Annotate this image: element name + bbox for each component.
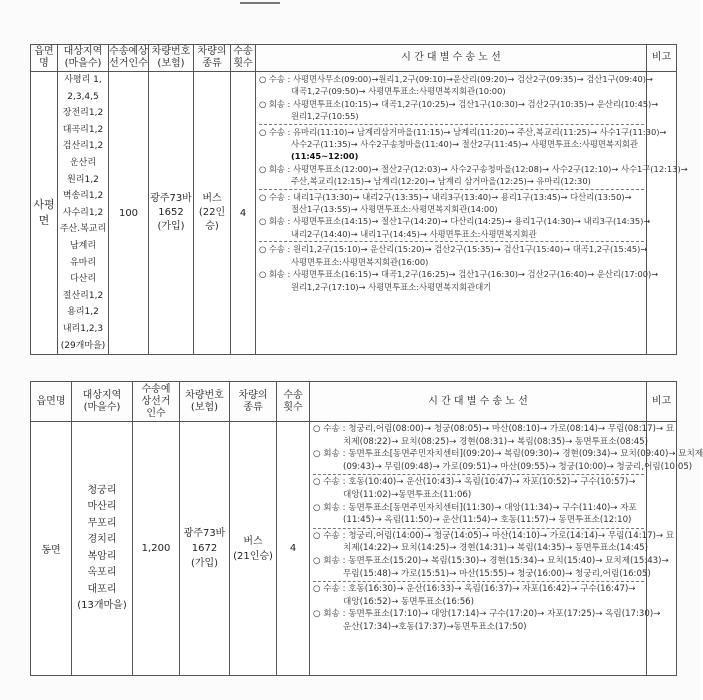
header-count: 수송예상 선거인수 [109,45,149,72]
route-line: ○ 수송 : 내리1구(13:30)→ 내리2구(13:35)→ 내리3구(13:40)→ 용리1구(13:45)→ 다산리(13:50)→ [259,191,632,202]
route-line: ○ 회송 : 동면투표소(15:20)→ 복림(15:30)→ 경현(15:34)→ 묘치(15:40)→ 묘치제(15:43)→ [313,555,669,566]
route-line: 무림(15:48)→ 가로(15:51)→ 마산(15:55)→ 청궁(16:00)→ 청궁리,어림(16:05) [343,568,651,579]
route-line: 대앙(11:02)→동면투표소(11:06) [343,489,472,500]
cell-route [256,72,688,355]
header-note: 비고 [647,45,677,72]
route-line: (11:45~12:00) [291,151,359,162]
route-line: 주산,복교리(12:15)→ 남계리(12:20)→ 남계리 삼거마을(12:25)→ 유마리(12:30) [291,176,591,187]
route-line: ○ 회송 : 사평면투표소(12:00)→ 절산2구(12:03)→ 사수2구송청마을(12:08)→ 사수2구(12:10)→ 사수1구(12:13)→ [259,163,688,174]
cell-eup: 동면 [31,422,72,676]
header-plate: 차량번호 (보험) [180,382,230,422]
route-line: 원리1,2구(10:55) [291,111,359,122]
route-line: 내리2구(14:40)→ 내리1구(14:45)→ 사평면투표소:사평면복지회관 [291,228,537,239]
route-line: ○ 수송 : 호동(16:30)→ 운산(16:33)→ 옥림(16:37)→ 자포(16:42)→ 구수(16:47)→ [313,584,636,595]
header-trips: 수송 횟수 [277,382,310,422]
route-line: 사평면투표소:사평면복지회관(16:00) [291,256,429,267]
route-line: ○ 수송 : 청궁리,어림(14:00)→ 청궁(14:05)→ 마산(14:10)→ 가로(14:14)→ 무림(14:17)→ 묘 [313,530,675,541]
cell-count: 100 [109,72,149,355]
data-row [31,72,677,355]
cell-eup: 사평 면 [31,72,58,355]
route-line: 절산1구(13:55)→ 사평면투표소:사평면복지회관(14:00) [291,204,498,215]
header-eup: 읍면 명 [31,45,58,72]
cell-count: 1,200 [133,422,180,676]
route-block-4 [259,243,659,293]
route-line: ○ 회송 : 사평면투표소(16:15)→ 대곡1,2구(16:25)→ 검산1구(16:30)→ 검산2구(16:40)→ 운산리(17:00)→ [259,269,659,280]
cell-plate: 광주73바 1672 (가입) [180,422,230,676]
cell-area-list: 사평리 1, 2,3,4,5 장전리1,2 대곡리1,2 검산리1,2 운산리 원리1,2 벽송리1,2 사수리1,2 주산.복교리 남계리 유마리 다산리 절산리1,2 용리1,2 내리1,2,3 (29개마을) [58,72,109,355]
route-divider [259,124,644,125]
header-row [31,382,677,422]
route-block-2 [259,126,688,188]
route-line: ○ 수송 : 호동(10:40)→ 운산(10:43)→ 옥림(10:47)→ 자포(10:52)→ 구수(10:57)→ [313,477,636,488]
data-row [31,422,677,676]
route-block-1 [313,423,703,473]
route-divider [313,474,644,475]
route-block-4 [313,583,661,633]
route-line: ○ 수송 : 원리1,2구(15:10)→ 운산리(15:20)→ 검산2구(15:35)→ 검산1구(15:40)→ 대곡1,2구(15:45)→ [259,244,648,255]
cell-vehicle-type: 버스 (22인승) [194,72,231,355]
route-line: ○ 회송 : 동면투표소(17:10)→ 대앙(17:14)→ 구수(17:20)→ 자포(17:25)→ 옥림(17:30)→ [313,609,661,620]
route-block-1 [259,73,659,123]
route-line: ○ 수송 : 유마리(11:10)→ 남계리삼거마을(11:15)→ 남계리(11:20)→ 주산,복교리(11:25)→ 사수1구(11:30)→ [259,126,667,137]
route-line: ○ 수송 : 청궁리,어림(08:00)→ 청궁(08:05)→ 마산(08:10)→ 가로(08:14)→ 무림(08:17)→ 묘 [313,424,675,434]
route-divider [313,581,644,582]
header-note: 비고 [647,382,677,422]
route-divider [259,189,644,190]
route-line: ○ 회송 : 동면투표소[동면주민자치센터](09:20)→ 복림(09:30)→ 경현(09:34)→ 묘치(09:40)→ 묘치제 [313,449,703,460]
header-type: 차량의 종류 [230,382,277,422]
header-area: 대상지역 (마을수) [72,382,133,422]
route-line: 대앙(16:52)→ 동면투표소(16:56) [343,596,474,607]
cell-area-list: 청궁리 마산리 무포리 경치리 복암리 옥포리 대포리 (13개마을) [72,422,133,676]
route-line: ○ 회송 : 사평면투표소(10:15)→ 대곡1,2구(10:25)→ 검산1구(10:30)→ 검산2구(10:35)→ 운산리(10:45)→ [259,98,659,109]
header-type: 차량의 종류 [194,45,231,72]
scan-mark [240,2,280,4]
header-trips: 수송 횟수 [231,45,256,72]
header-row [31,45,677,72]
route-line: 대곡1,2구(09:50)→ 사평면투표소:사평면복지회관(10:00) [291,86,506,97]
route-line: (09:43)→ 무림(09:48)→ 가로(09:51)→ 마산(09:55)→ 청궁(10:00)→ 청궁리,어림(10:05) [343,461,693,472]
route-divider [259,241,644,242]
header-route: 시 간 대 별 수 송 노 선 [310,382,647,422]
cell-note [647,72,677,355]
route-line: 운산(17:34)→호동(17:37)→동면투표소(17:50) [343,621,527,632]
route-line: 치제(14:22)→ 묘치(14:25)→ 경현(14:31)→ 복림(14:35)→ 동면투표소(14:45) [343,543,649,554]
route-line: 원리1,2구(17:10)→ 사평면투표소:사평면복지회관대기 [291,281,492,292]
route-block-3 [259,191,651,241]
cell-plate: 광주73바 1652 (가입) [149,72,194,355]
cell-route [310,422,703,676]
route-block-3 [313,530,675,580]
route-line: 사수2구(11:35)→ 사수2구송청마을(11:40)→ 절산2구(11:45)→ 사평면투표소:사평면복지회관 [291,139,638,150]
route-block-2 [313,476,644,526]
transport-schedule-table-dongmyeon [30,381,703,676]
cell-note [647,422,677,676]
header-plate: 차량번호 (보험) [149,45,194,72]
header-count: 수송예 상선거 인수 [133,382,180,422]
route-divider [313,528,644,529]
cell-vehicle-type: 버스 (21인승) [230,422,277,676]
cell-trips: 4 [231,72,256,355]
route-line: (11:45)→ 옥림(11:50)→ 운산(11:54)→ 호동(11:57)→ 동면투표소(12:10) [343,515,632,526]
header-route: 시 간 대 별 수 송 노 선 [256,45,647,72]
route-line: ○ 회송 : 동면투표소[동면주민자치센터](11:30)→ 대앙(11:34)→ 구수(11:40)→ 자포 [313,502,637,513]
route-line: ○ 수송 : 사평면사무소(09:00)→원리1,2구(09:10)→운산리(09:20)→ 검산2구(09:35)→ 검산1구(09:40)→ [259,74,653,84]
cell-trips: 4 [277,422,310,676]
header-eup: 읍면명 [31,382,72,422]
route-line: ○ 회송 : 사평면투표소(14:15)→ 절산1구(14:20)→ 다산리(14:25)→ 용리1구(14:30)→ 내리3구(14:35)→ [259,216,651,227]
transport-schedule-table-sapyeong [30,44,688,355]
header-area: 대상지역 (마을수) [58,45,109,72]
route-line: 치제(08:22)→ 묘치(08:25)→ 경현(08:31)→ 복림(08:35)→ 동면투표소(08:45) [343,436,649,447]
